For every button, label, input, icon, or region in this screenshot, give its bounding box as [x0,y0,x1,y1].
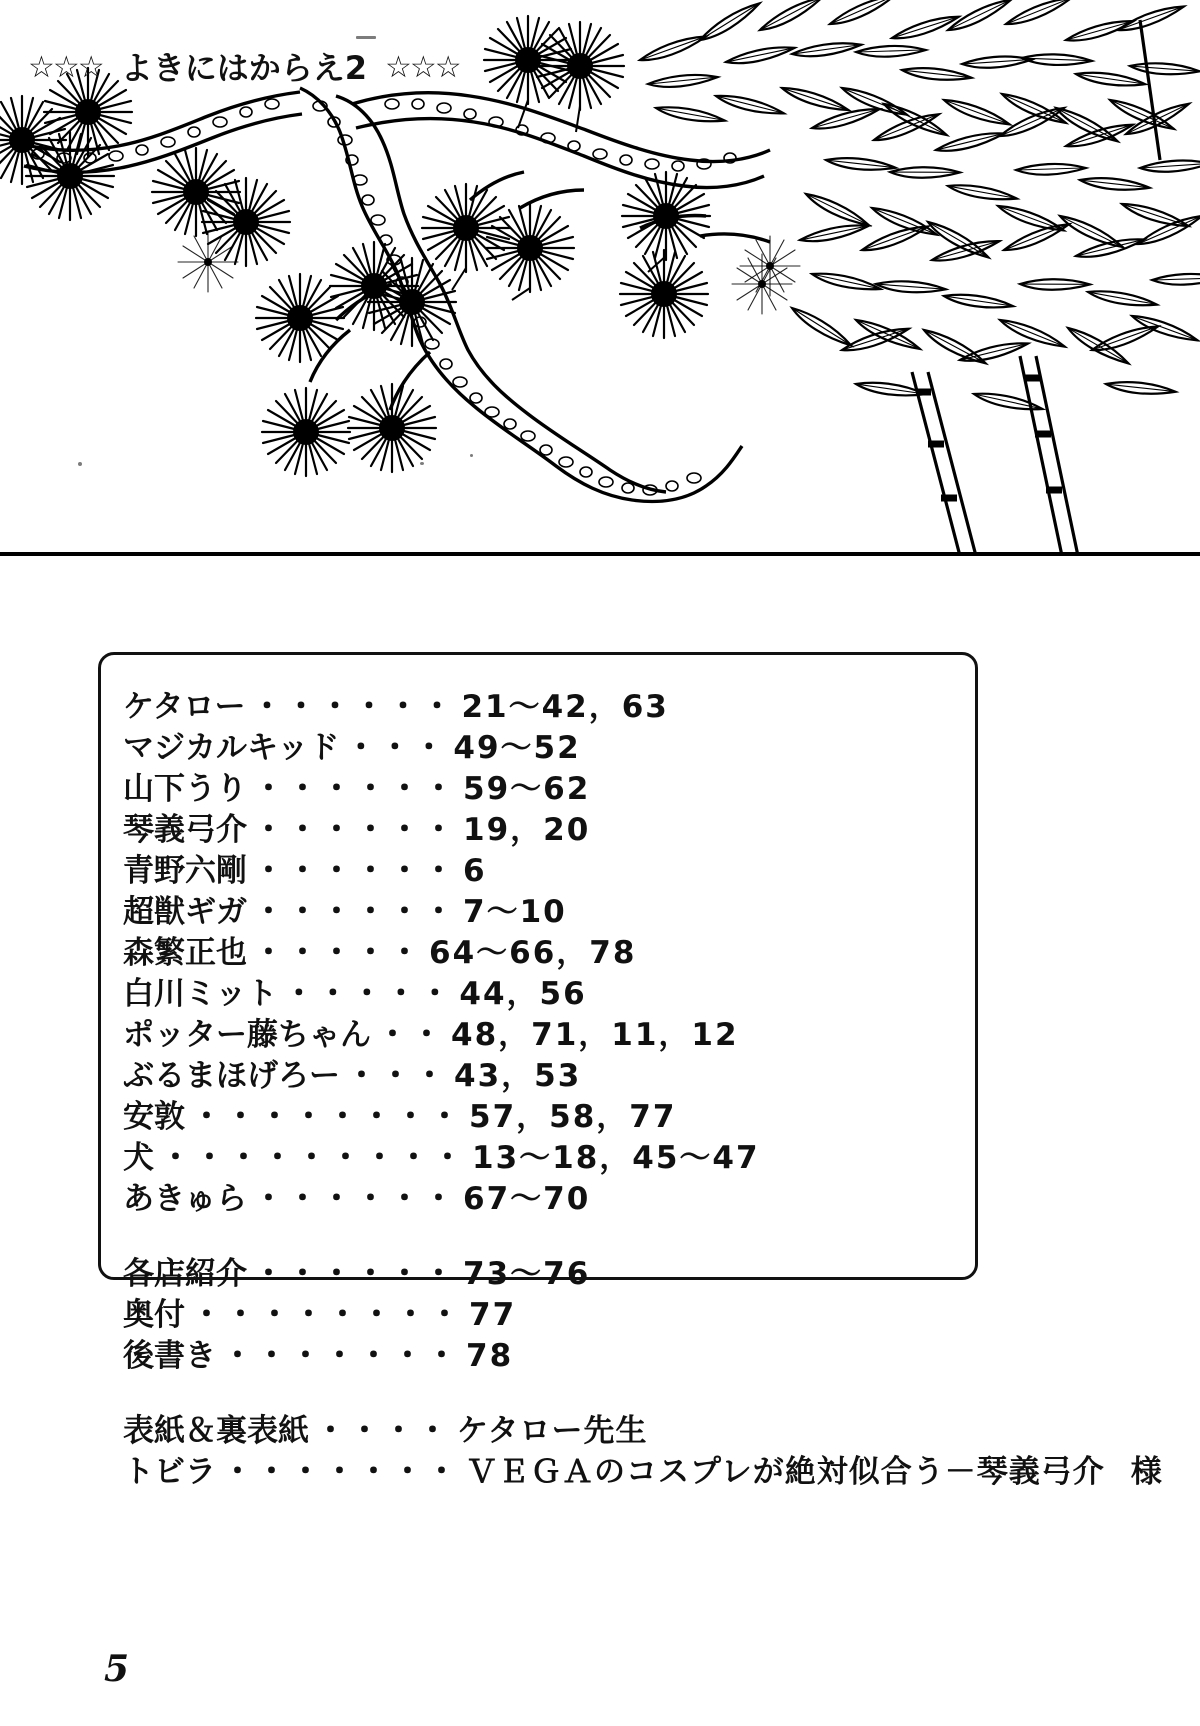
toc-leader-dots: ・・・・・・・ [222,1454,460,1490]
toc-label: ケタロー [123,689,246,725]
toc-pages: 6 [463,853,487,889]
toc-credit-suffix: 様 [1130,1454,1162,1490]
toc-row [123,769,975,810]
toc-pages: 48，71，11，12 [451,1017,739,1053]
toc-label: 奥付 [123,1297,185,1333]
toc-leader-dots: ・・・・・・ [253,1181,457,1217]
toc-leader-dots: ・・・・・ [283,976,454,1012]
toc-label: 山下うり [123,771,247,807]
toc-pages: 78 [466,1338,514,1374]
scan-speck [356,36,376,39]
toc-leader-dots: ・・・・・・ [253,853,457,889]
toc-label: 後書き [123,1338,216,1374]
toc-leader-dots: ・・・・・・・・ [191,1099,463,1135]
toc-row [123,974,975,1015]
toc-leader-dots: ・・・・・・ [251,689,456,725]
toc-label: マジカルキッド [123,730,340,766]
toc-pages: 59〜62 [463,771,591,807]
toc-row [123,892,975,933]
toc-spacer [123,1377,975,1411]
toc-label: 表紙＆裏表紙 [123,1413,309,1449]
page-title: よきにはからえ2 [120,49,367,87]
toc-pages: 67〜70 [463,1181,591,1217]
toc-pages: 43，53 [454,1058,582,1094]
toc-pages: 77 [469,1297,517,1333]
toc-label: 森繁正也 [123,935,247,971]
toc-leader-dots: ・・・・・・ [253,1256,457,1292]
toc-label: ポッター藤ちゃん [123,1017,371,1053]
toc-leader-dots: ・・・・・・ [253,771,457,807]
toc-leader-dots: ・・・・・・ [253,894,457,930]
toc-pages: 57，58，77 [469,1099,677,1135]
toc-contributors-group [123,687,975,1220]
toc-leader-dots: ・・・・ [315,1413,451,1449]
toc-row [123,1179,975,1220]
toc-pages: 44，56 [459,976,587,1012]
toc-pages: 7〜10 [463,894,567,930]
toc-label: トビラ [123,1454,216,1490]
toc-label: 各店紹介 [123,1256,247,1292]
toc-leader-dots: ・・ [377,1017,445,1053]
toc-row [123,851,975,892]
toc-leader-dots: ・・・ [345,730,448,766]
table-of-contents-box [98,652,1162,1490]
page-number: 5 [104,1648,130,1690]
toc-row [123,1452,1162,1493]
toc-label: あきゅら [123,1181,247,1217]
toc-label: 琴義弓介 [123,812,247,848]
toc-row [123,1411,975,1452]
toc-row [123,728,975,769]
toc-sections-group [123,1254,975,1377]
toc-leader-dots: ・・・・・・・ [222,1338,460,1374]
scan-speck [78,462,82,466]
toc-leader-dots: ・・・ [346,1058,448,1094]
toc-label: 犬 [123,1140,154,1176]
toc-credits-group [123,1411,1162,1493]
toc-row [123,810,975,851]
toc-row [123,1138,975,1179]
toc-pages: 49〜52 [453,730,581,766]
toc-row [123,1056,975,1097]
toc-label: 安敦 [123,1099,185,1135]
toc-pages: 13〜18，45〜47 [472,1140,760,1176]
toc-row [123,933,975,974]
toc-leader-dots: ・・・・・・ [253,812,457,848]
toc-row [123,1295,975,1336]
toc-row [123,1254,975,1295]
toc-leader-dots: ・・・・・・・・・ [160,1140,466,1176]
toc-pages: 73〜76 [463,1256,591,1292]
title-row [0,40,620,96]
scan-speck [420,462,424,465]
stars-left-decoration: ☆☆☆ [28,50,103,85]
toc-credit-value: ケタロー先生 [457,1413,648,1449]
toc-label: 白川ミット [123,976,278,1012]
toc-pages: 21〜42，63 [461,689,669,725]
toc-leader-dots: ・・・・・・・・ [191,1297,463,1333]
toc-pages: 64〜66，78 [429,935,637,971]
scan-speck [470,454,473,457]
toc-leader-dots: ・・・・・ [253,935,423,971]
toc-row [123,1336,975,1377]
toc-label: 青野六剛 [123,853,247,889]
stars-right-decoration: ☆☆☆ [384,50,460,85]
toc-row [123,687,975,728]
toc-row [123,1015,975,1056]
toc-pages: 19，20 [463,812,591,848]
toc-label: 超獣ギガ [123,894,247,930]
toc-row [123,1097,975,1138]
toc-spacer [123,1220,975,1254]
toc-credit-value: ＶＥＧＡのコスプレが絶対似合う－琴義弓介 [466,1454,1105,1490]
toc-label: ぶるまほげろー [123,1058,340,1094]
